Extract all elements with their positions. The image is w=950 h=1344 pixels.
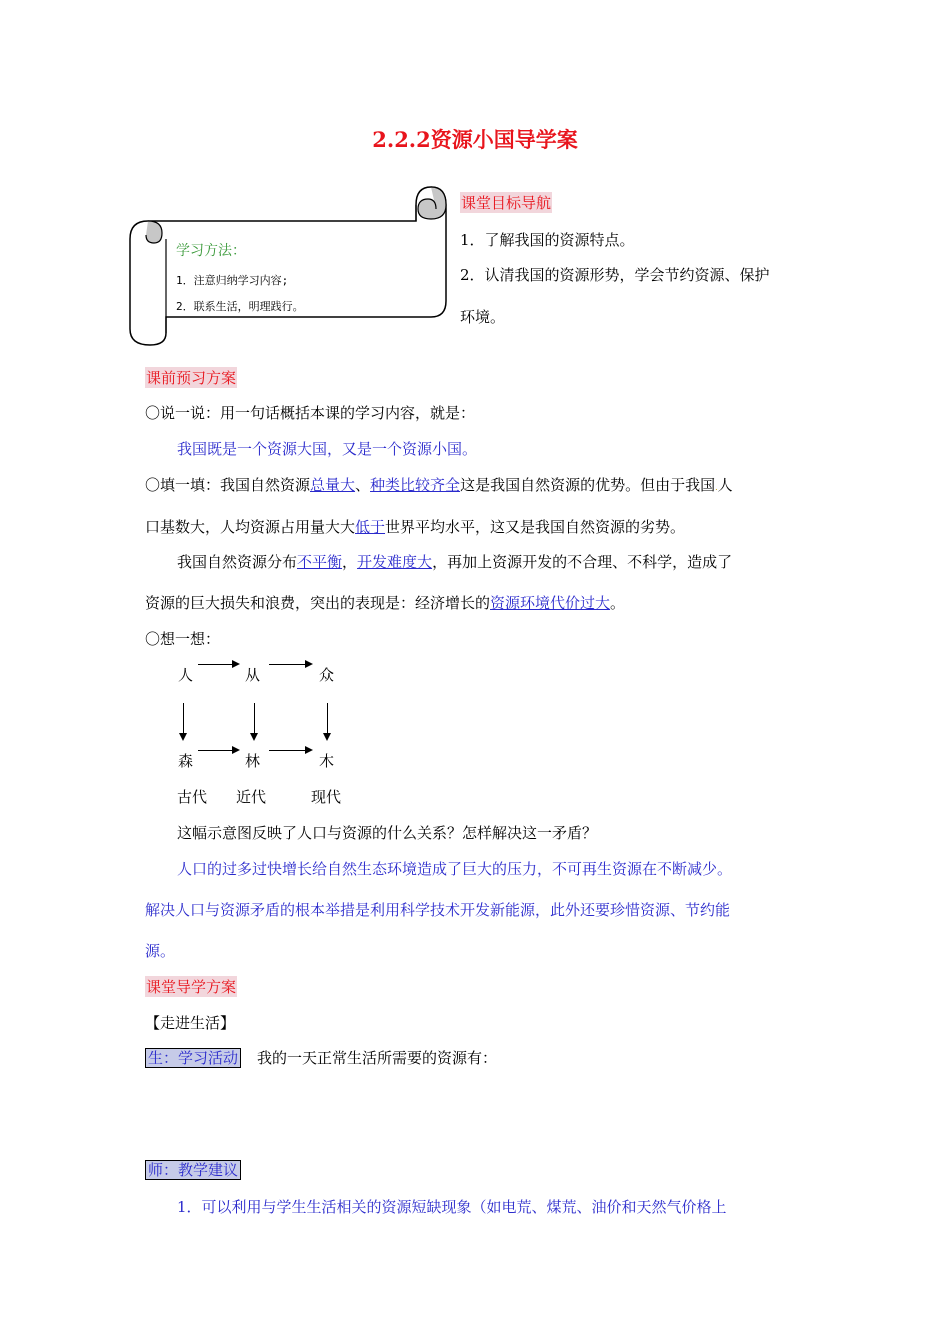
arrow-right-icon bbox=[198, 664, 238, 665]
preview-label: 课前预习方案 bbox=[146, 369, 237, 387]
student-text: 我的一天正常生活所需要的资源有： bbox=[257, 1049, 498, 1067]
fill-line-4 bbox=[145, 592, 625, 613]
diagram-char: 从 bbox=[245, 666, 261, 684]
think-answer: 人口的过多过快增长给自然生态环境造成了巨大的压力，不可再生资源在不断减少。 bbox=[177, 860, 733, 878]
fill-answer: 总量大 bbox=[310, 476, 356, 494]
fill-answer: 不平衡 bbox=[297, 553, 343, 571]
fill-line-3 bbox=[177, 551, 732, 572]
fill-text: 资源的巨大损失和浪费，突出的表现是：经济增长的 bbox=[145, 594, 491, 612]
fill-line-1: 〇填一填：我国自然资源总量大、种类比较齐全这是我国自然资源的优势。但由于我国.人 bbox=[145, 476, 733, 494]
fill-text: 〇填一填：我国自然资源 bbox=[145, 476, 311, 494]
era-label: 古代 bbox=[177, 788, 208, 806]
diagram-char: 众 bbox=[319, 666, 335, 684]
think-prompt: 〇想一想： bbox=[145, 630, 221, 648]
fill-text: ， bbox=[342, 553, 358, 571]
fill-text: 。 bbox=[610, 594, 626, 612]
fill-answer: 种类比较齐全 bbox=[370, 476, 461, 494]
diagram-char: 木 bbox=[319, 752, 335, 770]
goal-item: 1．了解我国的资源特点。 bbox=[460, 231, 635, 249]
page-title: 2.2.2资源小国导学案 bbox=[372, 127, 578, 152]
fill-text: 我国自然资源分布 bbox=[177, 553, 298, 571]
think-question: 这幅示意图反映了人口与资源的什么关系？怎样解决这一矛盾？ bbox=[177, 824, 598, 842]
scroll-banner bbox=[126, 183, 448, 347]
scroll-heading: 学习方法： bbox=[176, 243, 246, 259]
era-label: 近代 bbox=[236, 788, 267, 806]
fill-answer: 低于 bbox=[355, 518, 386, 536]
diagram-char: 林 bbox=[245, 752, 261, 770]
teacher-item: 1．可以利用与学生生活相关的资源短缺现象（如电荒、煤荒、油价和天然气价格上 bbox=[177, 1198, 727, 1216]
think-answer: 源。 bbox=[145, 942, 176, 960]
goals-label: 课堂目标导航 bbox=[461, 194, 552, 212]
arrow-down-icon bbox=[254, 703, 255, 739]
goal-item: 2．认清我国的资源形势，学会节约资源、保护 bbox=[460, 266, 770, 284]
arrow-down-icon bbox=[183, 703, 184, 739]
arrow-right-icon bbox=[269, 664, 311, 665]
arrow-down-icon bbox=[327, 703, 328, 739]
classroom-label: 课堂导学方案 bbox=[146, 978, 237, 996]
goal-item: 环境。 bbox=[460, 308, 506, 326]
diagram-char: 森 bbox=[178, 752, 194, 770]
era-label: 现代 bbox=[311, 788, 342, 806]
student-activity bbox=[145, 1047, 497, 1068]
fill-text: 世界平均水平，这又是我国自然资源的劣势。 bbox=[385, 518, 686, 536]
fill-answer: 资源环境代价过大 bbox=[490, 594, 611, 612]
arrow-right-icon bbox=[269, 750, 311, 751]
say-prompt: 〇说一说：用一句话概括本课的学习内容，就是： bbox=[145, 404, 476, 422]
section-heading: 【走进生活】 bbox=[145, 1014, 236, 1032]
fill-text: 人 bbox=[717, 476, 733, 494]
arrow-right-icon bbox=[198, 750, 238, 751]
scroll-item: 1．注意归纳学习内容; bbox=[176, 274, 289, 287]
fill-text: 这是我国自然资源的优势。但由于我国 bbox=[460, 476, 716, 494]
teacher-suggestion bbox=[145, 1159, 241, 1180]
fill-line-2 bbox=[145, 516, 685, 537]
teacher-tag: 师：教学建议 bbox=[145, 1160, 241, 1180]
fill-answer: 开发难度大 bbox=[357, 553, 433, 571]
fill-text: ，再加上资源开发的不合理、不科学，造成了 bbox=[432, 553, 733, 571]
student-tag: 生：学习活动 bbox=[145, 1048, 241, 1068]
say-answer: 我国既是一个资源大国，又是一个资源小国。 bbox=[177, 440, 478, 458]
scroll-item: 2．联系生活，明理践行。 bbox=[176, 300, 304, 313]
think-answer: 解决人口与资源矛盾的根本举措是利用科学技术开发新能源，此外还要珍惜资源、节约能 bbox=[145, 901, 731, 919]
fill-text: 、 bbox=[355, 476, 371, 494]
diagram-char: 人 bbox=[178, 666, 194, 684]
fill-text: 口基数大，人均资源占用量大大 bbox=[145, 518, 356, 536]
